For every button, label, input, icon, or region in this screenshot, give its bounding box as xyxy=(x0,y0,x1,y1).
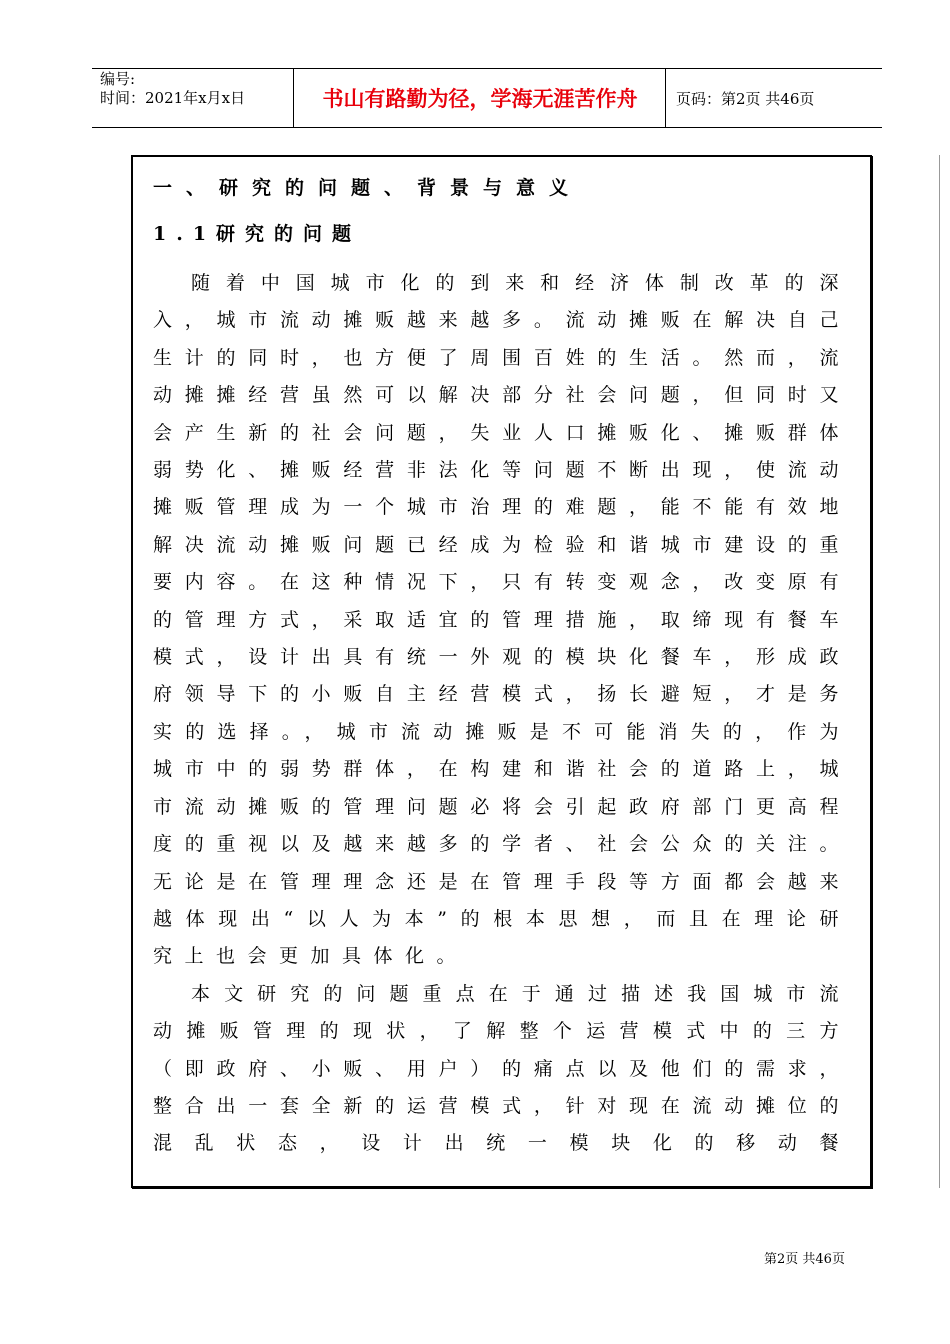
header-motto: 书山有路勤为径，学海无涯苦作舟 xyxy=(322,87,638,111)
content-frame xyxy=(131,155,872,1188)
header-page-number: 页码：第2页 共46页 xyxy=(676,90,815,108)
header-meta xyxy=(100,70,295,108)
margin-rule xyxy=(939,155,940,1188)
footer-page-number: 第2页 共46页 xyxy=(764,1252,845,1267)
paragraph: 本文研究的问题重点在于通过描述我国城市流动摊贩管理的现状，了解整个运营模式中的三方（即政府、小贩、用户）的痛点以及他们的需求，整合出一套全新的运营模式，针对现在流动摊位的混乱状态，设计出统一模块化的移动餐 xyxy=(153,982,851,1155)
section-heading: 一、研究的问题、背景与意义 xyxy=(153,177,583,199)
paragraph: 随着中国城市化的到来和经济体制改革的深入，城市流动摊贩越来越多。流动摊贩在解决自己生计的同时，也方便了周围百姓的生活。然而，流动摊摊经营虽然可以解决部分社会问题，但同时又会产生新的社会问题，失业人口摊贩化、摊贩群体弱势化、摊贩经营非法化等问题不断出现，使流动摊贩管理成为一个城市治理的难题，能不能有效地解决流动摊贩问题已经成为检验和谐城市建设的重要内容。在这种情况下，只有转变观念，改变原有的管理方式，采取适宜的管理措施，取缔现有餐车模式，设计出具有统一外观的模块化餐车，形成政府领导下的小贩自主经营模式，扬长避短，才是务实的选择。，城市流动摊贩是不可能消失的，作为城市中的弱势群体，在构建和谐社会的道路上，城市流动摊贩的管理问题必将会引起政府部门更高程度的重视以及越来越多的学者、社会公众的关注。无论是在管理理念还是在管理手段等方面都会越来越体现出“以人为本”的根本思想，而且在理论研究上也会更加具体化。 xyxy=(153,272,851,968)
body-text xyxy=(153,265,851,1163)
time-label: 时间：2021年x月x日 xyxy=(100,89,246,107)
subsection-heading: 1.1研究的问题 xyxy=(153,223,362,245)
code-label: 编号: xyxy=(100,70,136,88)
